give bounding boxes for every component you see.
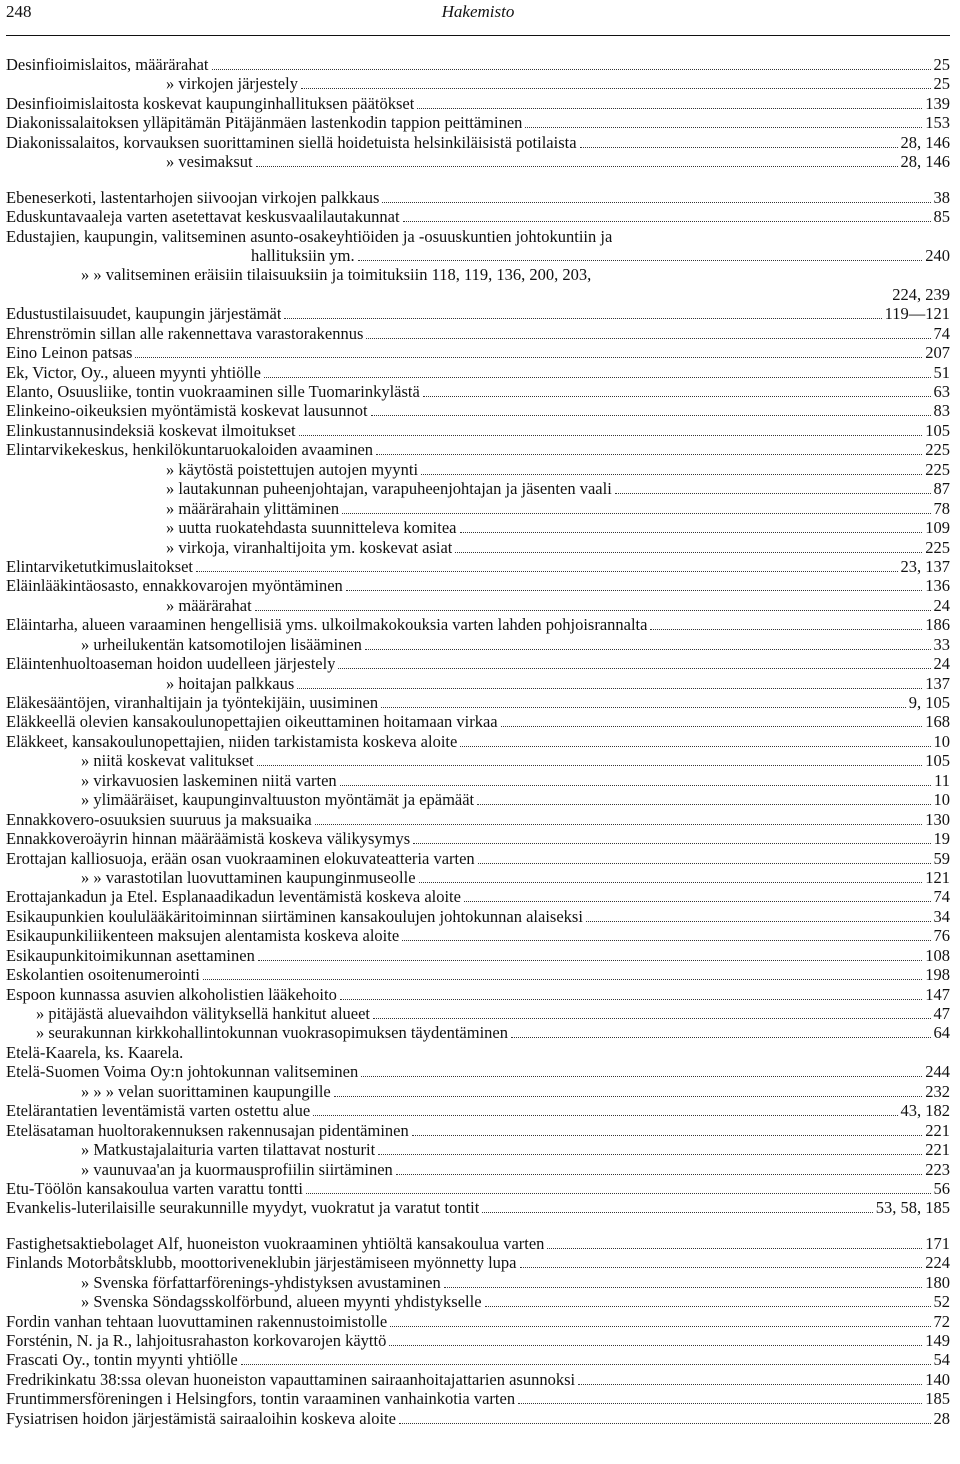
index-entry (6, 246, 950, 265)
page-ref: 225 (925, 440, 950, 460)
index-entry (6, 188, 950, 207)
page-ref: 140 (925, 1369, 950, 1389)
dot-leader (586, 921, 931, 922)
entry-text: Eino Leinon patsas (6, 343, 133, 363)
page-ref: 56 (933, 1178, 950, 1198)
index-entry (6, 363, 950, 382)
dot-leader (460, 746, 930, 747)
index-entry (6, 343, 950, 362)
running-title: Hakemisto (441, 2, 515, 21)
page-ref: 149 (925, 1331, 950, 1350)
dot-leader (258, 960, 922, 961)
entry-text: Etelärantatien leventämistä varten ostettu alue (6, 1101, 311, 1121)
page-ref: 119—121 (884, 304, 950, 324)
page-ref: 83 (933, 401, 950, 421)
dot-leader (413, 843, 930, 844)
index-entry (6, 55, 950, 74)
page-ref: 9, 105 (908, 693, 950, 712)
entry-text: » » varastotilan luovuttaminen kaupunginmuseolle (81, 867, 416, 887)
page-ref: 34 (933, 906, 950, 926)
dot-leader (421, 474, 922, 475)
index-entry (6, 1409, 950, 1428)
dot-leader (382, 202, 930, 203)
entry-text: Eskolantien osoitenumerointi (6, 965, 200, 985)
index-entry (6, 849, 950, 868)
page-ref: 59 (933, 848, 950, 868)
page-ref: 19 (933, 829, 950, 849)
page-ref: 221 (925, 1120, 950, 1140)
page-ref: 51 (933, 362, 950, 382)
dot-leader (340, 999, 922, 1000)
dot-leader (340, 785, 931, 786)
entry-text: Fredrikinkatu 38:ssa olevan huoneiston vapauttaminen sairaanhoitajattarien asunnoksi (6, 1369, 576, 1389)
dot-leader (580, 147, 898, 148)
entry-text: Erottajankadun ja Etel. Esplanaadikadun leventämistä koskeva aloite (6, 887, 461, 907)
index-entry (6, 810, 950, 829)
index-entry (6, 440, 950, 459)
dot-leader (390, 1326, 930, 1327)
entry-text: Espoon kunnassa asuvien alkoholistien lääkehoito (6, 984, 337, 1004)
index-entry (6, 1198, 950, 1217)
page-ref: 232 (925, 1081, 950, 1101)
page-ref: 78 (933, 498, 950, 518)
entry-text: Elinkeino-oikeuksien myöntämistä koskevat lausunnot (6, 401, 368, 421)
entry-text: Ek, Victor, Oy., alueen myynti yhtiölle (6, 362, 261, 382)
page-ref: 198 (925, 965, 950, 985)
dot-leader (338, 668, 930, 669)
dot-leader (371, 415, 931, 416)
dot-leader (455, 552, 922, 553)
entry-text: Fruntimmersföreningen i Helsingfors, tontin varaaminen vanhainkotia varten (6, 1389, 516, 1409)
page-ref: 11 (934, 770, 950, 790)
dot-leader (366, 338, 930, 339)
index-entry (6, 887, 950, 906)
dot-leader (301, 88, 931, 89)
dot-leader (381, 707, 906, 708)
dot-leader (417, 108, 922, 109)
index-group (6, 1234, 950, 1428)
dot-leader (334, 1096, 923, 1097)
dot-leader (306, 1193, 931, 1194)
index-entry (6, 732, 950, 751)
entry-text: Eläinlääkintäosasto, ennakkovarojen myöntäminen (6, 576, 343, 596)
entry-text: » määrärahat (166, 595, 252, 615)
dot-leader (444, 1287, 923, 1288)
index-entry (6, 227, 950, 246)
page-ref: 28, 146 (900, 152, 950, 172)
entry-text: » vesimaksut (166, 152, 253, 172)
dot-leader (299, 435, 923, 436)
index-entry (6, 74, 950, 93)
dot-leader (264, 377, 931, 378)
page-ref: 130 (925, 809, 950, 829)
dot-leader (203, 979, 922, 980)
entry-text: Ehrenströmin sillan alle rakennettava varastorakennus (6, 323, 364, 343)
index-entry (6, 1312, 950, 1331)
dot-leader (464, 901, 931, 902)
page-ref: 28, 146 (900, 132, 950, 152)
entry-text: 224, 239 (892, 284, 950, 304)
dot-leader (485, 1306, 931, 1307)
index-entry (6, 654, 950, 673)
dot-leader (373, 1018, 930, 1019)
page-ref: 76 (933, 926, 950, 946)
page-ref: 33 (933, 634, 950, 654)
page-ref: 52 (933, 1292, 950, 1312)
dot-leader (650, 629, 922, 630)
page-ref: 85 (933, 207, 950, 227)
index-entry (6, 1062, 950, 1081)
entry-text: Eduskuntavaaleja varten asetettavat keskusvaalilautakunnat (6, 207, 400, 227)
index-entry (6, 985, 950, 1004)
index-entry (6, 401, 950, 420)
index-entry (6, 1253, 950, 1272)
index-group (6, 55, 950, 172)
dot-leader (478, 863, 931, 864)
dot-leader (256, 166, 898, 167)
index-entry (6, 152, 950, 171)
index-entry (6, 635, 950, 654)
page-ref: 28 (933, 1408, 950, 1428)
index-entry (6, 674, 950, 693)
index-entry (6, 1023, 950, 1042)
index-entry (6, 1292, 950, 1311)
entry-text: Elintarvikekeskus, henkilökuntaruokaloiden avaaminen (6, 440, 374, 460)
page-ref: 87 (933, 479, 950, 499)
entry-text: Desinfioimislaitosta koskevat kaupunginhallituksen päätökset (6, 93, 415, 113)
entry-text: Etelä-Kaarela, ks. Kaarela. (6, 1042, 184, 1062)
page-ref: 224 (925, 1253, 950, 1273)
page-ref: 207 (925, 343, 950, 363)
index-entry (6, 1273, 950, 1292)
index-entry (6, 479, 950, 498)
index-entry (6, 1234, 950, 1253)
dot-leader (257, 765, 922, 766)
index-entry (6, 1004, 950, 1023)
dot-leader (578, 1384, 922, 1385)
entry-text: » virkojen järjestely (166, 74, 298, 94)
page-ref: 105 (925, 751, 950, 771)
index-entry (6, 421, 950, 440)
index-entry (6, 712, 950, 731)
entry-text: » käytöstä poistettujen autojen myynti (166, 459, 419, 479)
entry-text: » vaunuvaa'an ja kuormausprofiilin siirtäminen (81, 1159, 393, 1179)
entry-text: Esikaupunkien koululääkäritoiminnan siirtäminen kansakoulujen johtokunnan alaiseksi (6, 906, 583, 926)
index-entry (6, 1043, 950, 1062)
dot-leader (365, 649, 931, 650)
dot-leader (255, 610, 931, 611)
entry-text: Fysiatrisen hoidon järjestämistä sairaaloihin koskeva aloite (6, 1408, 396, 1428)
entry-text: Eläkesääntöjen, viranhaltijain ja työntekijäin, uusiminen (6, 693, 379, 712)
entry-text: Esikaupunkitoimikunnan asettaminen (6, 945, 255, 965)
dot-leader (346, 590, 922, 591)
index-group (6, 188, 950, 1218)
dot-leader (525, 127, 922, 128)
page-ref: 53, 58, 185 (875, 1198, 950, 1218)
entry-text: » lautakunnan puheenjohtajan, varapuheenjohtajan ja jäsenten vaali (166, 479, 612, 499)
page-ref: 221 (925, 1140, 950, 1160)
dot-leader (412, 1135, 923, 1136)
page-ref: 47 (933, 1004, 950, 1023)
index-entry (6, 1331, 950, 1350)
entry-text: » urheilukentän katsomotilojen lisääminen (81, 634, 362, 654)
page-ref: 240 (925, 245, 950, 265)
entry-text: Finlands Motorbåtsklubb, moottoriveneklubin järjestämiseen myönnetty lupa (6, 1253, 517, 1273)
index-entry (6, 382, 950, 401)
entry-text: Etu-Töölön kansakoulua varten varattu tontti (6, 1178, 303, 1198)
dot-leader (396, 1174, 922, 1175)
index-entry (6, 304, 950, 323)
dot-leader (196, 571, 898, 572)
entry-text: » Svenska Söndagsskolförbund, alueen myynti yhdistykselle (81, 1292, 482, 1312)
dot-leader (399, 1423, 931, 1424)
index-entry (6, 829, 950, 848)
entry-text: Eläintarha, alueen varaaminen hengellisiä yms. ulkoilmakokouksia varten lahden pohjoisrannalta (6, 615, 648, 635)
entry-text: Esikaupunkiliikenteen maksujen alentamista koskeva aloite (6, 926, 400, 946)
index-entry (6, 499, 950, 518)
page-ref: 10 (933, 731, 950, 751)
entry-text: Diakonissalaitoksen ylläpitämän Pitäjänmäen lastenkodin tappion peittäminen (6, 113, 523, 133)
page-ref: 24 (933, 654, 950, 674)
page-ref: 168 (925, 712, 950, 732)
header-rule (6, 35, 950, 36)
index-entry (6, 615, 950, 634)
index-entry (6, 1389, 950, 1408)
index-entry (6, 207, 950, 226)
dot-leader (389, 1345, 922, 1346)
dot-leader (520, 1267, 923, 1268)
entry-text: Forsténin, N. ja R., lahjoitusrahaston korkovarojen käyttö (6, 1331, 387, 1350)
page-ref: 244 (925, 1062, 950, 1082)
dot-leader (315, 824, 923, 825)
index-entry (6, 460, 950, 479)
entry-text: » » » velan suorittaminen kaupungille (81, 1081, 331, 1101)
index-entry (6, 751, 950, 770)
page-number: 248 (6, 2, 32, 21)
dot-leader (297, 688, 922, 689)
page-ref: 72 (933, 1311, 950, 1331)
index-entry (6, 596, 950, 615)
entry-text: Evankelis-luterilaisille seurakunnille myydyt, vuokratut ja varatut tontit (6, 1198, 480, 1218)
dot-leader (547, 1248, 922, 1249)
entry-text: Desinfioimislaitos, määrärahat (6, 55, 209, 74)
entry-text: Frascati Oy., tontin myynti yhtiölle (6, 1350, 238, 1370)
entry-text: Ennakkoveroäyrin hinnan määräämistä koskeva välikysymys (6, 829, 411, 849)
dot-leader (501, 726, 923, 727)
entry-text: » virkoja, viranhaltijoita ym. koskevat asiat (166, 537, 453, 557)
entry-text: » Matkustajalaituria varten tilattavat nosturit (81, 1140, 376, 1160)
entry-text: Elanto, Osuusliike, tontin vuokraaminen sille Tuomarinkylästä (6, 382, 420, 401)
entry-text: Diakonissalaitos, korvauksen suorittaminen siellä hoidetuista helsinkiläisistä potilaista (6, 132, 577, 152)
page-ref: 225 (925, 459, 950, 479)
index-page (6, 0, 950, 1428)
entry-text: Erottajan kalliosuoja, erään osan vuokraaminen elokuvateatteria varten (6, 848, 475, 868)
page-ref: 137 (925, 673, 950, 693)
dot-leader (313, 1115, 897, 1116)
index-entry (6, 790, 950, 809)
index-body (6, 55, 950, 1444)
index-entry (6, 324, 950, 343)
dot-leader (241, 1364, 931, 1365)
index-entry (6, 518, 950, 537)
entry-text: hallituksiin ym. (251, 245, 355, 265)
index-entry (6, 1101, 950, 1120)
entry-text: » ylimääräiset, kaupunginvaltuuston myöntämät ja epämäät (81, 790, 475, 810)
index-entry (6, 1370, 950, 1389)
dot-leader (342, 513, 930, 514)
page-ref: 25 (933, 55, 950, 74)
index-entry (6, 771, 950, 790)
entry-text: Etelä-Suomen Voima Oy:n johtokunnan valitseminen (6, 1062, 359, 1082)
index-entry (6, 946, 950, 965)
entry-text: Eläintenhuoltoaseman hoidon uudelleen järjestely (6, 654, 336, 674)
entry-text: Elintarviketutkimuslaitokset (6, 556, 193, 576)
index-entry (6, 265, 950, 284)
page-ref: 139 (925, 93, 950, 113)
index-entry (6, 1179, 950, 1198)
entry-text: » virkavuosien laskeminen niitä varten (81, 770, 337, 790)
page-ref: 54 (933, 1350, 950, 1370)
dot-leader (511, 1037, 931, 1038)
dot-leader (477, 804, 930, 805)
entry-text: » seurakunnan kirkkohallintokunnan vuokrasopimuksen täydentäminen (36, 1023, 508, 1043)
page-ref: 63 (933, 382, 950, 401)
index-entry (6, 1140, 950, 1159)
page-ref: 24 (933, 595, 950, 615)
dot-leader (378, 1154, 922, 1155)
index-entry (6, 1350, 950, 1369)
index-entry (6, 907, 950, 926)
page-ref: 153 (925, 113, 950, 133)
index-entry (6, 285, 950, 304)
dot-leader (482, 1212, 872, 1213)
index-entry (6, 868, 950, 887)
page-ref: 74 (933, 323, 950, 343)
page-ref: 185 (925, 1389, 950, 1409)
entry-text: Edustajien, kaupungin, valitseminen asunto-osakeyhtiöiden ja -osuuskuntien johtokuntiin ja (6, 226, 613, 246)
entry-text: » » valitseminen eräisiin tilaisuuksiin ja toimituksiin 118, 119, 136, 200, 203, (81, 265, 592, 285)
dot-leader (615, 493, 931, 494)
dot-leader (376, 454, 922, 455)
dot-leader (358, 260, 923, 261)
index-entry (6, 1082, 950, 1101)
index-entry (6, 576, 950, 595)
entry-text: Eteläsataman huoltorakennuksen rakennusajan pidentäminen (6, 1120, 409, 1140)
page-ref: 223 (925, 1159, 950, 1179)
dot-leader (212, 69, 931, 70)
index-entry (6, 1121, 950, 1140)
entry-text: Fordin vanhan tehtaan luovuttaminen rakennustoimistolle (6, 1311, 388, 1331)
index-entry (6, 1160, 950, 1179)
dot-leader (284, 318, 881, 319)
dot-leader (518, 1403, 922, 1404)
page-header (6, 0, 950, 30)
entry-text: Ennakkovero-osuuksien suuruus ja maksuaika (6, 809, 312, 829)
entry-text: » hoitajan palkkaus (166, 673, 295, 693)
entry-text: Eläkkeet, kansakoulunopettajien, niiden tarkistamista koskeva aloite (6, 731, 458, 751)
page-ref: 171 (925, 1233, 950, 1253)
page-ref: 74 (933, 887, 950, 907)
index-entry (6, 693, 950, 712)
page-ref: 105 (925, 420, 950, 440)
page-ref: 180 (925, 1272, 950, 1292)
entry-text: Fastighetsaktiebolaget Alf, huoneiston vuokraaminen yhtiöltä kansakoulua varten (6, 1233, 545, 1253)
entry-text: Elinkustannusindeksiä koskevat ilmoitukset (6, 420, 296, 440)
page-ref: 64 (933, 1023, 950, 1043)
index-entry (6, 113, 950, 132)
index-entry (6, 965, 950, 984)
entry-text: » niitä koskevat valitukset (81, 751, 254, 771)
page-ref: 10 (933, 790, 950, 810)
entry-text: » Svenska författarförenings-yhdistyksen avustaminen (81, 1272, 441, 1292)
entry-text: Edustustilaisuudet, kaupungin järjestämät (6, 304, 282, 324)
page-ref: 108 (925, 945, 950, 965)
index-entry (6, 133, 950, 152)
dot-leader (460, 532, 923, 533)
page-ref: 25 (933, 74, 950, 94)
page-ref: 147 (925, 984, 950, 1004)
index-entry (6, 926, 950, 945)
page-ref: 109 (925, 518, 950, 538)
index-entry (6, 94, 950, 113)
entry-text: » määrärahain ylittäminen (166, 498, 340, 518)
dot-leader (423, 396, 931, 397)
entry-text: » pitäjästä aluevaihdon välityksellä hankitut alueet (36, 1004, 371, 1023)
page-ref: 186 (925, 615, 950, 635)
entry-text: Eläkkeellä olevien kansakoulunopettajien oikeuttaminen hoitamaan virkaa (6, 712, 498, 732)
page-ref: 136 (925, 576, 950, 596)
dot-leader (419, 882, 923, 883)
index-entry (6, 557, 950, 576)
page-ref: 43, 182 (900, 1101, 950, 1121)
dot-leader (403, 221, 931, 222)
entry-text: Ebeneserkoti, lastentarhojen siivoojan virkojen palkkaus (6, 187, 380, 207)
dot-leader (361, 1076, 922, 1077)
entry-text: » uutta ruokatehdasta suunnitteleva komitea (166, 518, 457, 538)
dot-leader (402, 940, 930, 941)
dot-leader (135, 357, 922, 358)
page-ref: 23, 137 (900, 556, 950, 576)
page-ref: 121 (925, 867, 950, 887)
page-ref: 225 (925, 537, 950, 557)
page-ref: 38 (933, 187, 950, 207)
index-entry (6, 538, 950, 557)
